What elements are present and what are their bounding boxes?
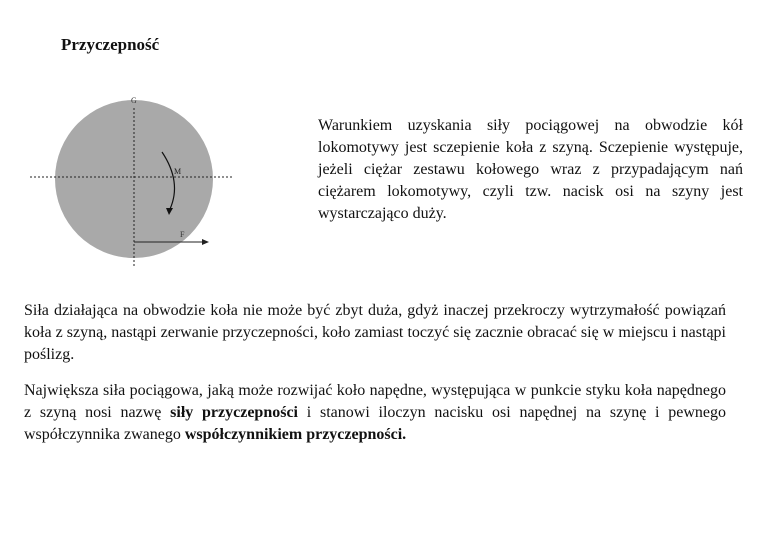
wheel-diagram [22, 84, 262, 270]
intro-paragraph: Warunkiem uzyskania siły pociągowej na obwodzie kół lokomotywy jest sczepienie koła z szyną. Sczepienie występuje, jeżeli ciężar zestawu kołowego wraz z przypadającym nań ciężarem lokomotywy, czyli tzw. nacisk osi na szyny jest wystarczająco duży. [318, 117, 743, 222]
text-span: i stanowi iloczyn nacisku osi napędnej na szynę i pewnego współczynnika zwanego [24, 404, 727, 443]
page-title: Przyczepność [61, 35, 160, 54]
paragraph-slip: Siła działająca na obwodzie koła nie może być zbyt duża, gdyż inaczej przekroczy wytrzymałość powiązań koła z szyną, nastąpi zerwanie przyczepności, koło zamiast toczyć się zacznie obracać się w miejscu i nastąpi poślizg. [24, 302, 726, 363]
label-m: M [174, 167, 182, 176]
paragraph-adhesion-force [24, 380, 726, 446]
label-g: G [131, 96, 137, 105]
term-adhesion-force: siły przyczepności [170, 404, 299, 421]
wheel-circle [55, 100, 213, 258]
label-f: F [180, 230, 185, 239]
term-adhesion-coefficient: współczynnikiem przyczepności. [184, 426, 407, 443]
text-span: Największa siła pociągowa, jaką może rozwijać koło napędne, występująca w punkcie styku koła napędnego z szyną nosi nazwę [24, 382, 726, 421]
force-arrowhead [202, 239, 209, 245]
